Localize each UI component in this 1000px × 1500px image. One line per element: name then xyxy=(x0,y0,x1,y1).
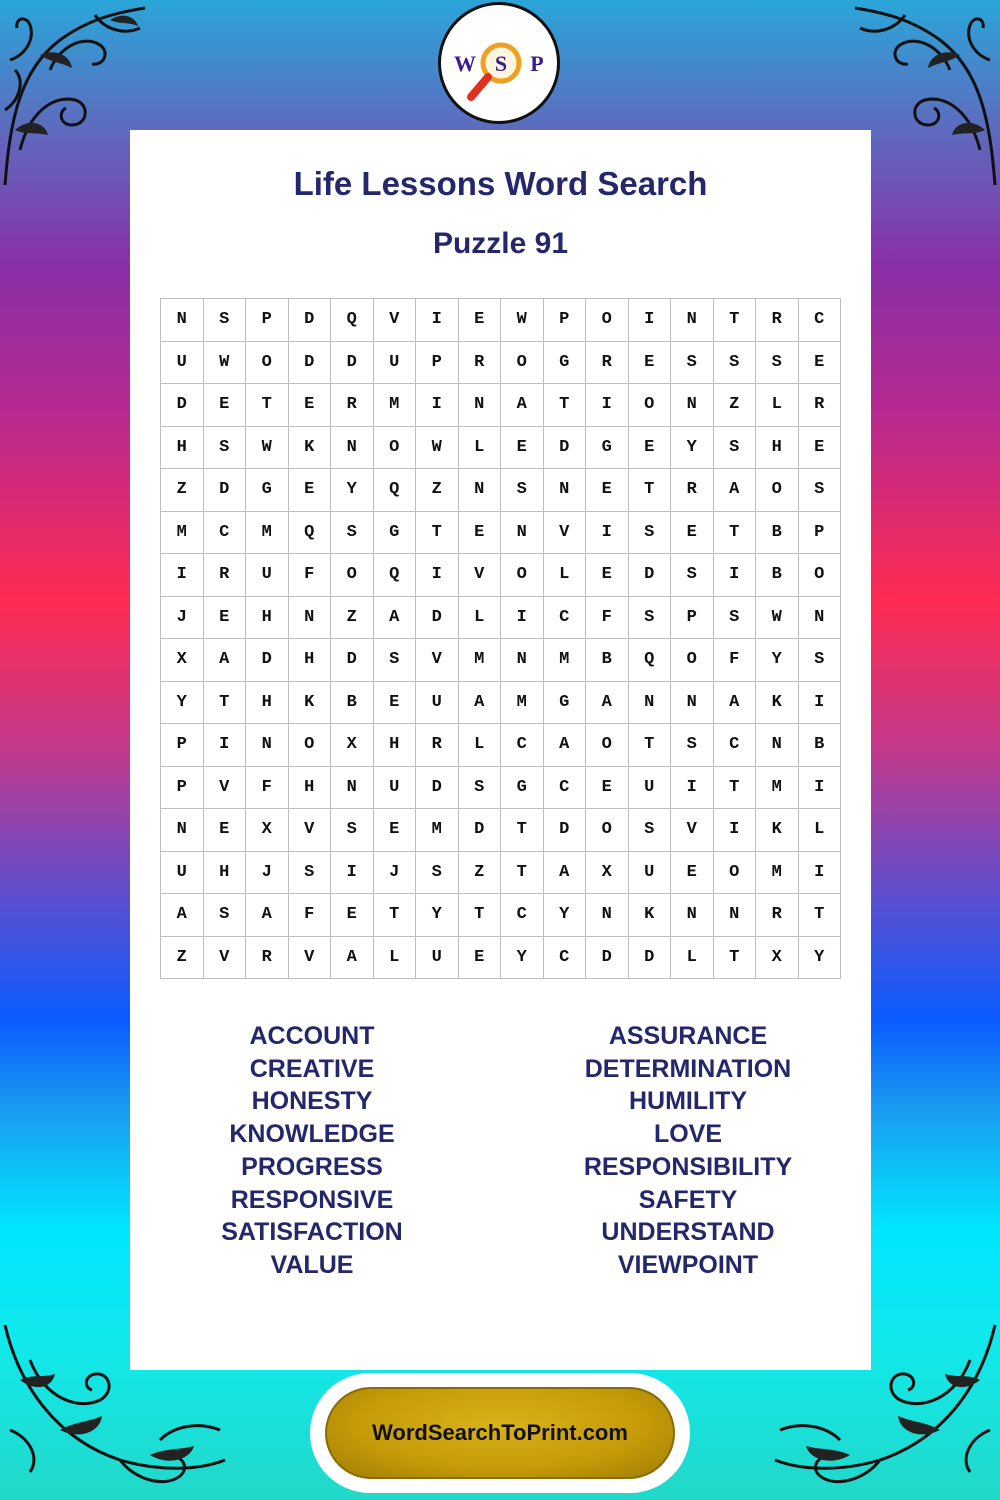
grid-cell[interactable]: L xyxy=(799,809,842,852)
grid-cell[interactable]: V xyxy=(204,937,247,980)
grid-cell[interactable]: R xyxy=(416,724,459,767)
grid-cell[interactable]: Z xyxy=(714,384,757,427)
grid-cell[interactable]: I xyxy=(799,767,842,810)
grid-cell[interactable]: C xyxy=(799,299,842,342)
grid-cell[interactable]: S xyxy=(714,427,757,470)
grid-cell[interactable]: R xyxy=(586,342,629,385)
grid-cell[interactable]: Y xyxy=(501,937,544,980)
word-list-right xyxy=(538,1020,838,1282)
grid-cell[interactable]: T xyxy=(714,512,757,555)
grid-cell[interactable]: R xyxy=(331,384,374,427)
grid-cell[interactable]: Q xyxy=(331,299,374,342)
grid-cell[interactable]: I xyxy=(799,852,842,895)
letter-grid xyxy=(160,298,841,979)
grid-cell[interactable]: H xyxy=(246,682,289,725)
grid-cell[interactable]: Y xyxy=(756,639,799,682)
page-title: Life Lessons Word Search xyxy=(293,165,708,202)
puzzle-number: Puzzle 91 xyxy=(432,227,569,260)
grid-cell[interactable]: N xyxy=(459,384,502,427)
grid-cell[interactable]: C xyxy=(544,597,587,640)
grid-cell[interactable]: I xyxy=(629,299,672,342)
grid-cell[interactable]: G xyxy=(544,342,587,385)
grid-cell[interactable]: E xyxy=(289,384,332,427)
grid-cell[interactable]: N xyxy=(501,512,544,555)
grid-cell[interactable]: N xyxy=(799,597,842,640)
grid-cell[interactable]: S xyxy=(204,427,247,470)
word-item: HUMILITY xyxy=(628,1087,748,1116)
grid-cell[interactable]: C xyxy=(714,724,757,767)
grid-cell[interactable]: O xyxy=(246,342,289,385)
grid-cell[interactable]: F xyxy=(714,639,757,682)
grid-cell[interactable]: M xyxy=(374,384,417,427)
grid-cell[interactable]: A xyxy=(204,639,247,682)
grid-cell[interactable]: T xyxy=(629,724,672,767)
grid-cell[interactable]: I xyxy=(416,299,459,342)
grid-cell[interactable]: U xyxy=(246,554,289,597)
grid-cell[interactable]: N xyxy=(714,894,757,937)
grid-cell[interactable]: S xyxy=(629,597,672,640)
grid-cell[interactable]: M xyxy=(756,852,799,895)
corner-ornament-top-right xyxy=(850,0,1000,190)
grid-cell[interactable]: I xyxy=(416,384,459,427)
grid-cell[interactable]: G xyxy=(374,512,417,555)
magnifying-glass-icon xyxy=(441,5,557,121)
grid-cell[interactable]: R xyxy=(204,554,247,597)
grid-cell[interactable]: Z xyxy=(161,937,204,980)
grid-cell[interactable]: D xyxy=(629,554,672,597)
grid-cell[interactable]: N xyxy=(756,724,799,767)
grid-cell[interactable]: I xyxy=(714,809,757,852)
grid-cell[interactable]: D xyxy=(331,639,374,682)
puzzle-sheet xyxy=(130,130,871,1370)
grid-cell[interactable]: E xyxy=(459,937,502,980)
word-item: KNOWLEDGE xyxy=(229,1120,395,1149)
grid-cell[interactable]: E xyxy=(671,852,714,895)
word-item: RESPONSIBILITY xyxy=(583,1152,793,1181)
grid-cell[interactable]: Q xyxy=(629,639,672,682)
grid-cell[interactable]: E xyxy=(629,427,672,470)
grid-cell[interactable]: T xyxy=(714,767,757,810)
grid-cell[interactable]: A xyxy=(586,682,629,725)
grid-cell[interactable]: H xyxy=(374,724,417,767)
grid-cell[interactable]: D xyxy=(161,384,204,427)
grid-cell[interactable]: K xyxy=(756,809,799,852)
grid-cell[interactable]: M xyxy=(459,639,502,682)
grid-cell[interactable]: Q xyxy=(289,512,332,555)
grid-cell[interactable]: L xyxy=(459,427,502,470)
grid-cell[interactable]: J xyxy=(246,852,289,895)
grid-cell[interactable]: A xyxy=(714,682,757,725)
logo-letter-s: S xyxy=(494,51,508,76)
grid-cell[interactable]: S xyxy=(331,809,374,852)
grid-cell[interactable]: V xyxy=(416,639,459,682)
flourish-icon xyxy=(0,0,150,190)
grid-cell[interactable]: U xyxy=(416,682,459,725)
grid-cell[interactable]: A xyxy=(714,469,757,512)
grid-cell[interactable]: J xyxy=(374,852,417,895)
grid-cell[interactable]: D xyxy=(246,639,289,682)
grid-cell[interactable]: S xyxy=(374,639,417,682)
grid-cell[interactable]: D xyxy=(289,299,332,342)
grid-cell[interactable]: S xyxy=(629,512,672,555)
grid-cell[interactable]: U xyxy=(161,852,204,895)
grid-cell[interactable]: X xyxy=(246,809,289,852)
grid-cell[interactable]: B xyxy=(756,554,799,597)
grid-cell[interactable]: A xyxy=(374,597,417,640)
grid-cell[interactable]: N xyxy=(671,894,714,937)
grid-cell[interactable]: X xyxy=(586,852,629,895)
grid-cell[interactable]: D xyxy=(416,767,459,810)
grid-cell[interactable]: M xyxy=(756,767,799,810)
grid-cell[interactable]: B xyxy=(586,639,629,682)
grid-cell[interactable]: N xyxy=(331,767,374,810)
word-item: ACCOUNT xyxy=(249,1022,375,1050)
grid-cell[interactable]: E xyxy=(289,469,332,512)
grid-cell[interactable]: S xyxy=(204,299,247,342)
grid-cell[interactable]: P xyxy=(544,299,587,342)
grid-cell[interactable]: N xyxy=(671,299,714,342)
grid-cell[interactable]: E xyxy=(204,809,247,852)
word-item: CREATIVE xyxy=(249,1054,375,1083)
grid-cell[interactable]: H xyxy=(204,852,247,895)
grid-cell[interactable]: N xyxy=(459,469,502,512)
grid-cell[interactable]: Y xyxy=(544,894,587,937)
grid-cell[interactable]: I xyxy=(204,724,247,767)
grid-cell[interactable]: E xyxy=(331,894,374,937)
word-item: VIEWPOINT xyxy=(617,1250,759,1279)
grid-cell[interactable]: E xyxy=(586,469,629,512)
grid-cell[interactable]: I xyxy=(671,767,714,810)
grid-cell[interactable]: E xyxy=(586,767,629,810)
grid-cell[interactable]: D xyxy=(204,469,247,512)
word-item: VALUE xyxy=(270,1250,354,1279)
grid-cell[interactable]: H xyxy=(246,597,289,640)
grid-cell[interactable]: P xyxy=(246,299,289,342)
grid-cell[interactable]: S xyxy=(714,597,757,640)
grid-cell[interactable]: A xyxy=(501,384,544,427)
word-item: DETERMINATION xyxy=(584,1054,792,1083)
grid-cell[interactable]: K xyxy=(756,682,799,725)
grid-cell[interactable]: E xyxy=(374,682,417,725)
grid-cell[interactable]: K xyxy=(289,427,332,470)
footer-banner[interactable] xyxy=(325,1387,675,1479)
word-item: LOVE xyxy=(653,1120,723,1149)
grid-cell[interactable]: S xyxy=(671,554,714,597)
word-list-left xyxy=(162,1020,462,1282)
grid-cell[interactable]: U xyxy=(629,767,672,810)
grid-cell[interactable]: K xyxy=(289,682,332,725)
grid-cell[interactable]: C xyxy=(544,767,587,810)
grid-cell[interactable]: T xyxy=(459,894,502,937)
grid-cell[interactable]: S xyxy=(799,469,842,512)
grid-cell[interactable]: Q xyxy=(374,469,417,512)
grid-cell[interactable]: S xyxy=(756,342,799,385)
grid-cell[interactable]: A xyxy=(544,724,587,767)
grid-cell[interactable]: S xyxy=(799,639,842,682)
grid-cell[interactable]: E xyxy=(459,512,502,555)
grid-cell[interactable]: R xyxy=(799,384,842,427)
grid-cell[interactable]: P xyxy=(161,724,204,767)
grid-cell[interactable]: N xyxy=(671,682,714,725)
grid-cell[interactable]: A xyxy=(331,937,374,980)
grid-cell[interactable]: S xyxy=(289,852,332,895)
grid-cell[interactable]: O xyxy=(629,384,672,427)
grid-cell[interactable]: V xyxy=(289,937,332,980)
grid-cell[interactable]: N xyxy=(629,682,672,725)
grid-cell[interactable]: T xyxy=(714,937,757,980)
grid-cell[interactable]: R xyxy=(671,469,714,512)
grid-cell[interactable]: T xyxy=(246,384,289,427)
grid-cell[interactable]: O xyxy=(714,852,757,895)
grid-cell[interactable]: O xyxy=(799,554,842,597)
grid-cell[interactable]: S xyxy=(331,512,374,555)
grid-cell[interactable]: E xyxy=(799,427,842,470)
grid-cell[interactable]: G xyxy=(501,767,544,810)
grid-cell[interactable]: Q xyxy=(374,554,417,597)
grid-cell[interactable]: N xyxy=(671,384,714,427)
grid-cell[interactable]: Z xyxy=(161,469,204,512)
grid-cell[interactable]: D xyxy=(586,937,629,980)
grid-cell[interactable]: D xyxy=(459,809,502,852)
grid-cell[interactable]: Y xyxy=(161,682,204,725)
grid-cell[interactable]: L xyxy=(459,724,502,767)
grid-cell[interactable]: N xyxy=(161,299,204,342)
grid-cell[interactable]: D xyxy=(544,809,587,852)
site-link[interactable]: WordSearchToPrint.com xyxy=(372,1420,628,1445)
grid-cell[interactable]: Z xyxy=(459,852,502,895)
grid-cell[interactable]: F xyxy=(289,554,332,597)
grid-cell[interactable]: T xyxy=(416,512,459,555)
grid-cell[interactable]: M xyxy=(246,512,289,555)
logo-letter-p: P xyxy=(530,51,544,76)
grid-cell[interactable]: O xyxy=(756,469,799,512)
grid-cell[interactable]: D xyxy=(544,427,587,470)
grid-cell[interactable]: M xyxy=(501,682,544,725)
word-item: HONESTY xyxy=(251,1087,373,1116)
grid-cell[interactable]: O xyxy=(374,427,417,470)
grid-cell[interactable]: I xyxy=(799,682,842,725)
grid-cell[interactable]: F xyxy=(289,894,332,937)
grid-cell[interactable]: C xyxy=(501,724,544,767)
grid-cell[interactable]: T xyxy=(714,299,757,342)
grid-cell[interactable]: L xyxy=(374,937,417,980)
grid-cell[interactable]: P xyxy=(799,512,842,555)
grid-cell[interactable]: S xyxy=(629,809,672,852)
grid-cell[interactable]: N xyxy=(586,894,629,937)
grid-cell[interactable]: X xyxy=(331,724,374,767)
grid-cell[interactable]: E xyxy=(586,554,629,597)
grid-cell[interactable]: U xyxy=(416,937,459,980)
word-item: ASSURANCE xyxy=(608,1022,768,1050)
grid-cell[interactable]: O xyxy=(501,342,544,385)
grid-cell[interactable]: V xyxy=(671,809,714,852)
grid-cell[interactable]: W xyxy=(416,427,459,470)
grid-cell[interactable]: S xyxy=(501,469,544,512)
grid-cell[interactable]: E xyxy=(501,427,544,470)
grid-cell[interactable]: A xyxy=(544,852,587,895)
grid-cell[interactable]: X xyxy=(756,937,799,980)
grid-cell[interactable]: G xyxy=(544,682,587,725)
word-item: SATISFACTION xyxy=(221,1218,403,1247)
word-item: PROGRESS xyxy=(241,1152,383,1181)
grid-cell[interactable]: V xyxy=(459,554,502,597)
grid-cell[interactable]: A xyxy=(246,894,289,937)
grid-cell[interactable]: U xyxy=(629,852,672,895)
grid-cell[interactable]: I xyxy=(331,852,374,895)
grid-cell[interactable]: V xyxy=(204,767,247,810)
grid-cell[interactable]: S xyxy=(416,852,459,895)
grid-cell[interactable]: I xyxy=(161,554,204,597)
grid-cell[interactable]: G xyxy=(586,427,629,470)
grid-cell[interactable]: G xyxy=(246,469,289,512)
grid-cell[interactable]: E xyxy=(459,299,502,342)
wsp-logo xyxy=(438,2,560,124)
grid-cell[interactable]: S xyxy=(671,342,714,385)
grid-cell[interactable]: S xyxy=(204,894,247,937)
grid-cell[interactable]: M xyxy=(161,512,204,555)
grid-cell[interactable]: U xyxy=(374,767,417,810)
grid-cell[interactable]: O xyxy=(586,724,629,767)
logo-letter-w: W xyxy=(454,51,476,76)
grid-cell[interactable]: I xyxy=(416,554,459,597)
word-item: UNDERSTAND xyxy=(601,1218,775,1247)
grid-cell[interactable]: I xyxy=(501,597,544,640)
grid-cell[interactable]: R xyxy=(246,937,289,980)
grid-cell[interactable]: T xyxy=(501,852,544,895)
grid-cell[interactable]: N xyxy=(246,724,289,767)
grid-cell[interactable]: B xyxy=(799,724,842,767)
grid-cell[interactable]: N xyxy=(501,639,544,682)
grid-cell[interactable]: V xyxy=(289,809,332,852)
grid-cell[interactable]: O xyxy=(501,554,544,597)
grid-cell[interactable]: E xyxy=(629,342,672,385)
grid-cell[interactable]: H xyxy=(289,639,332,682)
grid-cell[interactable]: A xyxy=(161,894,204,937)
grid-cell[interactable]: X xyxy=(161,639,204,682)
grid-cell[interactable]: E xyxy=(671,512,714,555)
grid-cell[interactable]: V xyxy=(544,512,587,555)
grid-cell[interactable]: D xyxy=(289,342,332,385)
grid-cell[interactable]: L xyxy=(544,554,587,597)
grid-cell[interactable]: I xyxy=(714,554,757,597)
grid-cell[interactable]: M xyxy=(544,639,587,682)
grid-cell[interactable]: E xyxy=(799,342,842,385)
grid-cell[interactable]: T xyxy=(799,894,842,937)
word-item: SAFETY xyxy=(638,1185,738,1214)
grid-cell[interactable]: T xyxy=(544,384,587,427)
grid-cell[interactable]: O xyxy=(586,809,629,852)
grid-cell[interactable]: K xyxy=(629,894,672,937)
grid-cell[interactable]: P xyxy=(161,767,204,810)
grid-cell[interactable]: B xyxy=(331,682,374,725)
grid-cell[interactable]: V xyxy=(374,299,417,342)
grid-cell[interactable]: U xyxy=(161,342,204,385)
grid-cell[interactable]: P xyxy=(416,342,459,385)
grid-cell[interactable]: J xyxy=(161,597,204,640)
grid-cell[interactable]: Y xyxy=(799,937,842,980)
grid-cell[interactable]: M xyxy=(416,809,459,852)
grid-cell[interactable]: T xyxy=(204,682,247,725)
word-item: RESPONSIVE xyxy=(230,1185,394,1214)
grid-cell[interactable]: A xyxy=(459,682,502,725)
grid-cell[interactable]: E xyxy=(204,597,247,640)
grid-cell[interactable]: R xyxy=(756,894,799,937)
grid-cell[interactable]: H xyxy=(756,427,799,470)
grid-cell[interactable]: O xyxy=(289,724,332,767)
grid-cell[interactable]: O xyxy=(586,299,629,342)
grid-cell[interactable]: N xyxy=(161,809,204,852)
grid-cell[interactable]: T xyxy=(629,469,672,512)
grid-cell[interactable]: F xyxy=(246,767,289,810)
grid-cell[interactable]: D xyxy=(331,342,374,385)
grid-cell[interactable]: L xyxy=(671,937,714,980)
grid-cell[interactable]: Z xyxy=(416,469,459,512)
grid-cell[interactable]: L xyxy=(756,384,799,427)
grid-cell[interactable]: S xyxy=(459,767,502,810)
grid-cell[interactable]: W xyxy=(204,342,247,385)
grid-cell[interactable]: Y xyxy=(671,427,714,470)
grid-cell[interactable]: D xyxy=(416,597,459,640)
grid-cell[interactable]: P xyxy=(671,597,714,640)
grid-cell[interactable]: O xyxy=(331,554,374,597)
grid-cell[interactable]: N xyxy=(289,597,332,640)
grid-cell[interactable]: I xyxy=(586,384,629,427)
grid-cell[interactable]: B xyxy=(756,512,799,555)
grid-cell[interactable]: C xyxy=(204,512,247,555)
grid-cell[interactable]: U xyxy=(374,342,417,385)
grid-cell[interactable]: W xyxy=(501,299,544,342)
grid-cell[interactable]: N xyxy=(544,469,587,512)
grid-cell[interactable]: W xyxy=(246,427,289,470)
grid-cell[interactable]: N xyxy=(331,427,374,470)
grid-cell[interactable]: L xyxy=(459,597,502,640)
grid-cell[interactable]: R xyxy=(459,342,502,385)
grid-cell[interactable]: H xyxy=(161,427,204,470)
grid-cell[interactable]: C xyxy=(501,894,544,937)
corner-ornament-top-left xyxy=(0,0,150,190)
grid-cell[interactable]: O xyxy=(671,639,714,682)
grid-cell[interactable]: T xyxy=(374,894,417,937)
grid-cell[interactable]: S xyxy=(714,342,757,385)
grid-cell[interactable]: R xyxy=(756,299,799,342)
grid-cell[interactable]: T xyxy=(501,809,544,852)
grid-cell[interactable]: S xyxy=(671,724,714,767)
grid-cell[interactable]: Z xyxy=(331,597,374,640)
grid-cell[interactable]: Y xyxy=(416,894,459,937)
flourish-icon xyxy=(850,0,1000,190)
grid-cell[interactable]: E xyxy=(374,809,417,852)
grid-cell[interactable]: E xyxy=(204,384,247,427)
grid-cell[interactable]: I xyxy=(586,512,629,555)
grid-cell[interactable]: C xyxy=(544,937,587,980)
grid-cell[interactable]: F xyxy=(586,597,629,640)
grid-cell[interactable]: Y xyxy=(331,469,374,512)
grid-cell[interactable]: D xyxy=(629,937,672,980)
grid-cell[interactable]: W xyxy=(756,597,799,640)
grid-cell[interactable]: H xyxy=(289,767,332,810)
